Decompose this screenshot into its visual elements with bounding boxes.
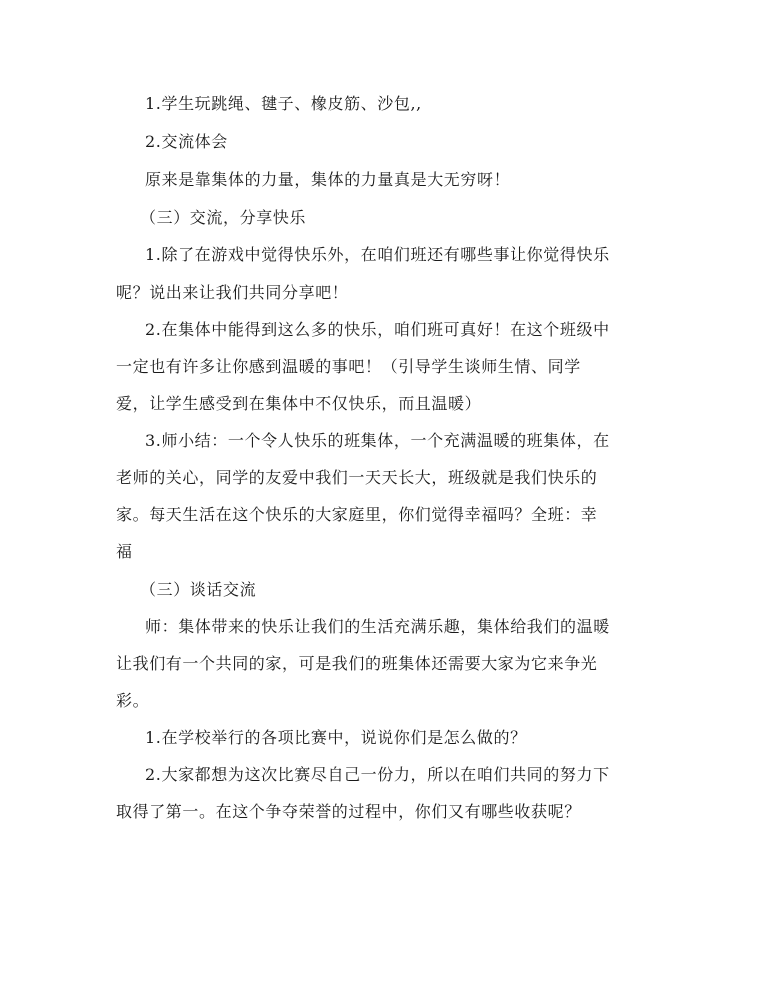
section-heading: （三）交流，分享快乐	[140, 208, 307, 227]
paragraph-line: 2.在集体中能得到这么多的快乐，咱们班可真好！在这个班级中	[145, 320, 610, 339]
section-heading: （三）谈话交流	[140, 580, 257, 599]
paragraph-line: 1.除了在游戏中觉得快乐外，在咱们班还有哪些事让你觉得快乐	[145, 245, 610, 264]
paragraph-line: 2.大家都想为这次比赛尽自己一份力，所以在咱们共同的努力下	[145, 765, 610, 784]
paragraph-line: 取得了第一。在这个争夺荣誉的过程中，你们又有哪些收获呢？	[116, 802, 581, 821]
paragraph-line: 爱，让学生感受到在集体中不仅快乐，而且温暖）	[116, 394, 482, 413]
paragraph-line: 家。每天生活在这个快乐的大家庭里，你们觉得幸福吗？全班：幸	[116, 505, 598, 524]
paragraph-line: 3.师小结：一个令人快乐的班集体，一个充满温暖的班集体，在	[145, 431, 610, 450]
paragraph-line: 呢？说出来让我们共同分享吧！	[116, 283, 349, 302]
paragraph-line: 让我们有一个共同的家，可是我们的班集体还需要大家为它来争光	[116, 654, 598, 673]
paragraph-line: 1.在学校举行的各项比赛中，说说你们是怎么做的？	[145, 728, 527, 747]
paragraph-line: 1.学生玩跳绳、毽子、橡皮筋、沙包,,	[145, 94, 422, 113]
paragraph-line: 彩。	[116, 691, 150, 710]
paragraph-line: 2.交流体会	[145, 132, 228, 151]
paragraph-line: 一定也有许多让你感到温暖的事吧！（引导学生谈师生情、同学	[116, 357, 581, 376]
paragraph-line: 福	[116, 542, 133, 561]
paragraph-line: 老师的关心，同学的友爱中我们一天天长大，班级就是我们快乐的	[116, 468, 598, 487]
paragraph-line: 师：集体带来的快乐让我们的生活充满乐趣，集体给我们的温暖	[145, 617, 610, 636]
paragraph-line: 原来是靠集体的力量，集体的力量真是大无穷呀！	[145, 170, 511, 189]
